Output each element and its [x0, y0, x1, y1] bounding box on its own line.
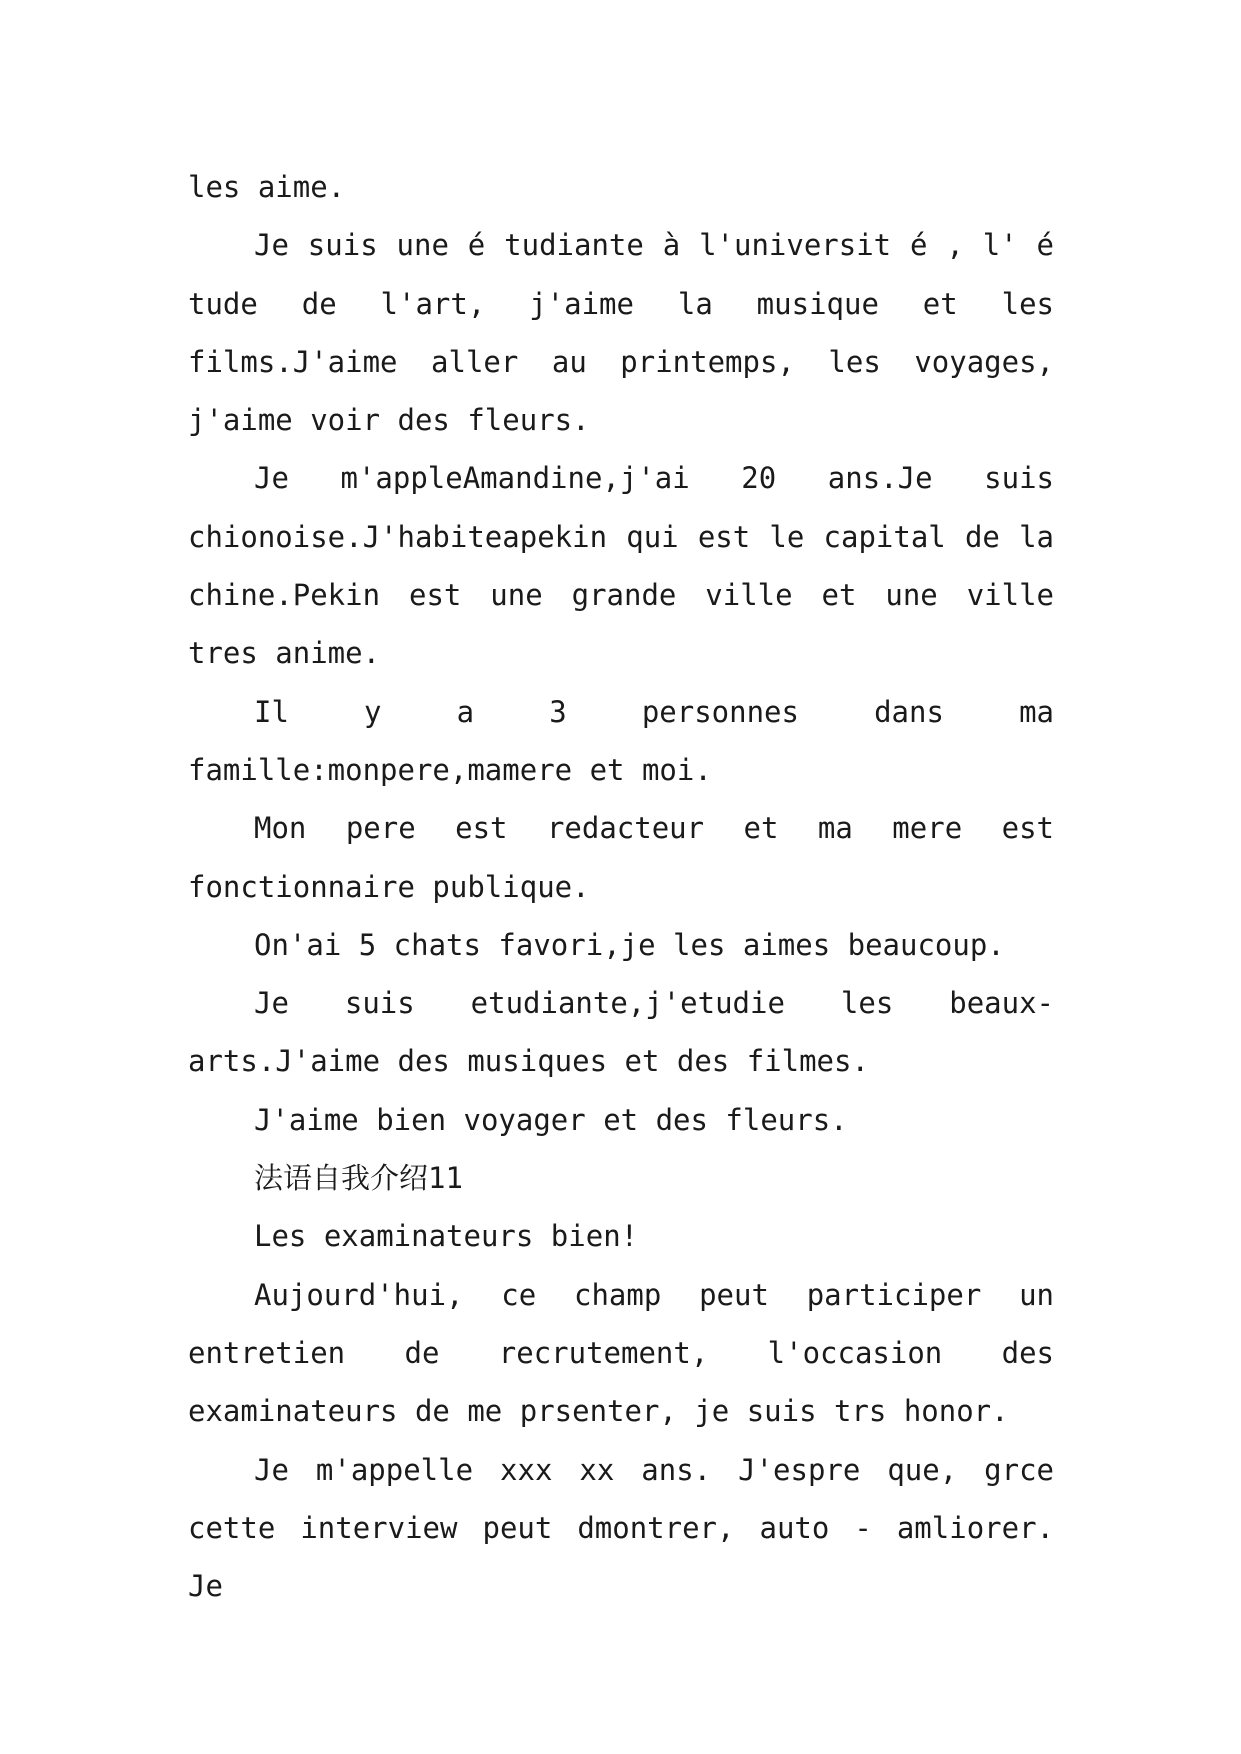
paragraph-5: Mon pere est redacteur et ma mere est fonctionnaire publique.: [188, 811, 1054, 904]
paragraph-8: J'aime bien voyager et des fleurs.: [254, 1102, 848, 1137]
paragraph-4: Il y a 3 personnes dans ma famille:monpere,mamere et moi.: [188, 694, 1054, 787]
document-page: [188, 158, 1054, 1615]
section-heading: 法语自我介绍11: [254, 1161, 463, 1196]
paragraph-1: les aime.: [188, 170, 346, 204]
paragraph-12: Je m'appelle xxx xx ans. J'espre que, grce cette interview peut dmontrer, auto - amliorer. Je: [188, 1452, 1054, 1604]
paragraph-10: Les examinateurs bien!: [254, 1219, 639, 1254]
paragraph-6: On'ai 5 chats favori,je les aimes beaucoup.: [254, 927, 1005, 962]
paragraph-7: Je suis etudiante,j'etudie les beaux-arts.J'aime des musiques et des filmes.: [188, 986, 1054, 1079]
paragraph-11: Aujourd'hui, ce champ peut participer un entretien de recrutement, l'occasion des examinateurs de me prsenter, je suis trs honor.: [188, 1277, 1054, 1429]
paragraph-2: Je suis une é tudiante à l'universit é , l' é tude de l'art, j'aime la musique et les films.J'aime aller au printemps, les voyages, j'aime voir des fleurs.: [188, 228, 1054, 438]
paragraph-3: Je m'appleAmandine,j'ai 20 ans.Je suis chionoise.J'habiteapekin qui est le capital de la chine.Pekin est une grande ville et une ville tres anime.: [188, 461, 1054, 671]
